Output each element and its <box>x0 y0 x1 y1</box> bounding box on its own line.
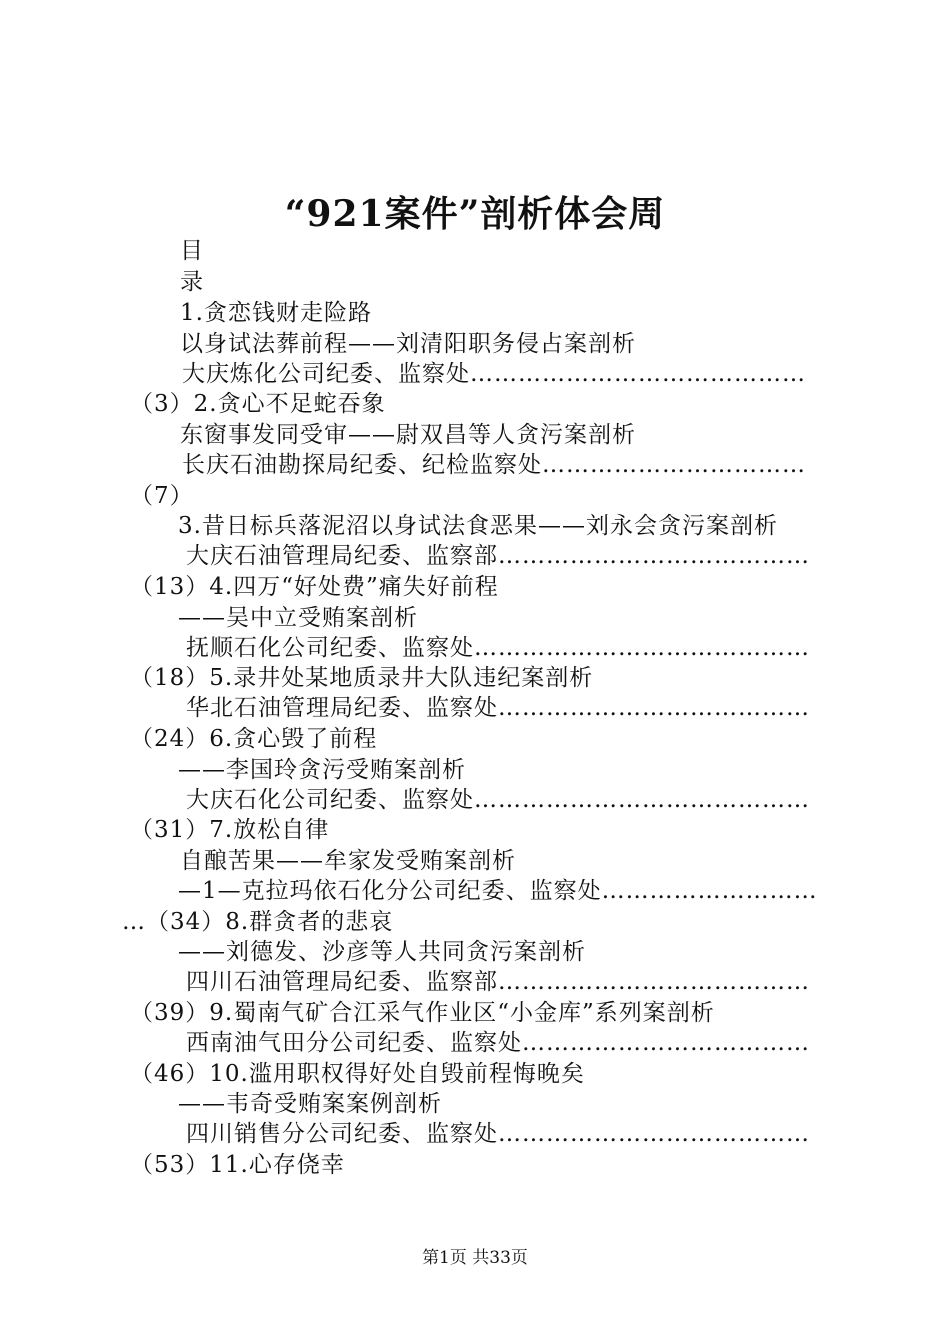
toc-line: （3）2.贪心不足蛇吞象 <box>130 391 386 417</box>
toc-line: —1—克拉玛依石化分公司纪委、监察处……………………… <box>178 878 818 904</box>
toc-heading-char-2: 录 <box>180 269 204 295</box>
toc-line: ——韦奇受贿案案例剖析 <box>178 1091 442 1117</box>
toc-line: 西南油气田分公司纪委、监察处……………………………… <box>186 1030 810 1056</box>
toc-line: 华北石油管理局纪委、监察处………………………………… <box>186 695 810 721</box>
toc-line: （46）10.滥用职权得好处自毁前程悔晚矣 <box>130 1061 585 1087</box>
toc-line: 四川销售分公司纪委、监察处………………………………… <box>186 1121 810 1147</box>
toc-line: ——吴中立受贿案剖析 <box>178 605 418 631</box>
toc-line: 长庆石油勘探局纪委、纪检监察处…………………………… <box>182 452 806 478</box>
toc-line: 大庆石油管理局纪委、监察部………………………………… <box>186 543 810 569</box>
toc-line: 以身试法葬前程——刘清阳职务侵占案剖析 <box>180 331 636 357</box>
toc-line: （7） <box>130 483 194 509</box>
toc-line: 大庆炼化公司纪委、监察处…………………………………… <box>182 361 806 387</box>
toc-line: …（34）8.群贪者的悲哀 <box>122 909 394 935</box>
toc-line: 1.贪恋钱财走险路 <box>180 300 372 326</box>
toc-line: （39）9.蜀南气矿合江采气作业区“小金库”系列案剖析 <box>130 1000 715 1026</box>
toc-line: （24）6.贪心毁了前程 <box>130 726 378 752</box>
toc-line: （18）5.录井处某地质录井大队违纪案剖析 <box>130 665 594 691</box>
toc-line: 四川石油管理局纪委、监察部………………………………… <box>186 969 810 995</box>
toc-line: 大庆石化公司纪委、监察处…………………………………… <box>186 787 810 813</box>
toc-line: 东窗事发同受审——尉双昌等人贪污案剖析 <box>180 422 636 448</box>
toc-heading-char-1: 目 <box>180 238 204 264</box>
toc-line: ——刘德发、沙彦等人共同贪污案剖析 <box>178 939 586 965</box>
toc-line: （31）7.放松自律 <box>130 817 330 843</box>
toc-line: 抚顺石化公司纪委、监察处…………………………………… <box>186 635 810 661</box>
toc-line: 3.昔日标兵落泥沼以身试法食恶果——刘永会贪污案剖析 <box>178 513 778 539</box>
page-footer: 第1页 共33页 <box>422 1248 528 1268</box>
toc-line: （13）4.四万“好处费”痛失好前程 <box>130 574 499 600</box>
document-title: “921案件”剖析体会周 <box>284 193 666 235</box>
toc-line: ——李国玲贪污受贿案剖析 <box>178 757 466 783</box>
toc-line: （53）11.心存侥幸 <box>130 1152 345 1178</box>
toc-line: 自酿苦果——牟家发受贿案剖析 <box>180 848 516 874</box>
